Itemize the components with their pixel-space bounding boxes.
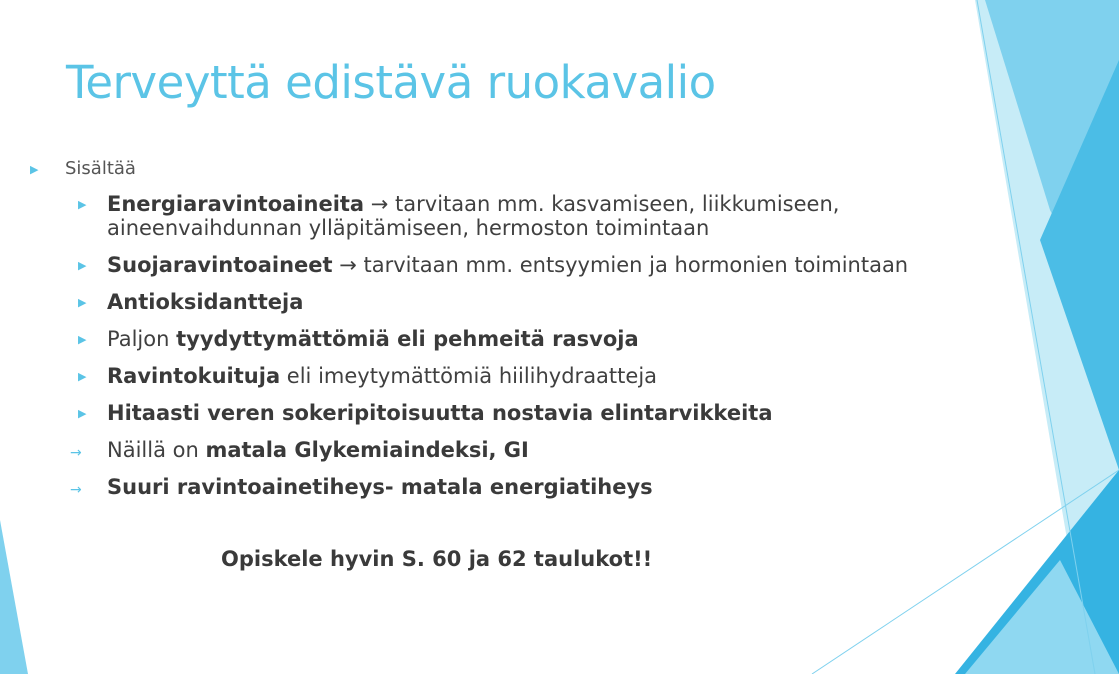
- slide-title: Terveyttä edistävä ruokavalio: [66, 56, 716, 109]
- list-item: [107, 253, 908, 277]
- item-bold: Hitaasti veren sokeripitoisuutta nostavia elintarvikkeita: [107, 401, 773, 425]
- item-text: → tarvitaan mm. entsyymien ja hormonien toimintaan: [332, 253, 909, 277]
- bullet-icon: ▶: [78, 259, 87, 272]
- bullet-icon: ▶: [78, 333, 87, 346]
- list-item: [107, 290, 303, 314]
- item-bold: tyydyttymättömiä eli pehmeitä rasvoja: [176, 327, 639, 351]
- study-note: Opiskele hyvin S. 60 ja 62 taulukot!!: [221, 547, 653, 571]
- left-accent-band: [0, 520, 28, 674]
- list-item: [107, 438, 529, 462]
- bullet-icon: ▶: [78, 296, 87, 309]
- bullet-icon: ▶: [30, 163, 39, 176]
- item-text: → tarvitaan mm. kasvamiseen, liikkumiseen,: [364, 192, 840, 216]
- item-bold: Suuri ravintoainetiheys- matala energiatiheys: [107, 475, 653, 499]
- list-item: [107, 364, 657, 388]
- list-item: [107, 401, 773, 425]
- arrow-bullet-icon: →: [70, 482, 82, 498]
- bullet-icon: ▶: [78, 198, 87, 211]
- level1-item: Sisältää: [65, 158, 136, 179]
- item-text: eli imeytymättömiä hiilihydraatteja: [280, 364, 658, 388]
- item-text: Näillä on: [107, 438, 206, 462]
- bullet-icon: ▶: [78, 370, 87, 383]
- bullet-icon: ▶: [78, 407, 87, 420]
- list-item: [107, 327, 639, 351]
- item-bold: Energiaravintoaineita: [107, 192, 365, 216]
- item-bold: matala Glykemiaindeksi, GI: [205, 438, 529, 462]
- item-bold: Antioksidantteja: [107, 290, 304, 314]
- arrow-bullet-icon: →: [70, 445, 82, 461]
- item-bold: Suojaravintoaineet: [107, 253, 333, 277]
- list-item-continuation: aineenvaihdunnan ylläpitämiseen, hermoston toimintaan: [107, 216, 710, 240]
- item-text: Paljon: [107, 327, 177, 351]
- list-item: [107, 475, 653, 499]
- list-item: [107, 192, 839, 216]
- item-bold: Ravintokuituja: [107, 364, 281, 388]
